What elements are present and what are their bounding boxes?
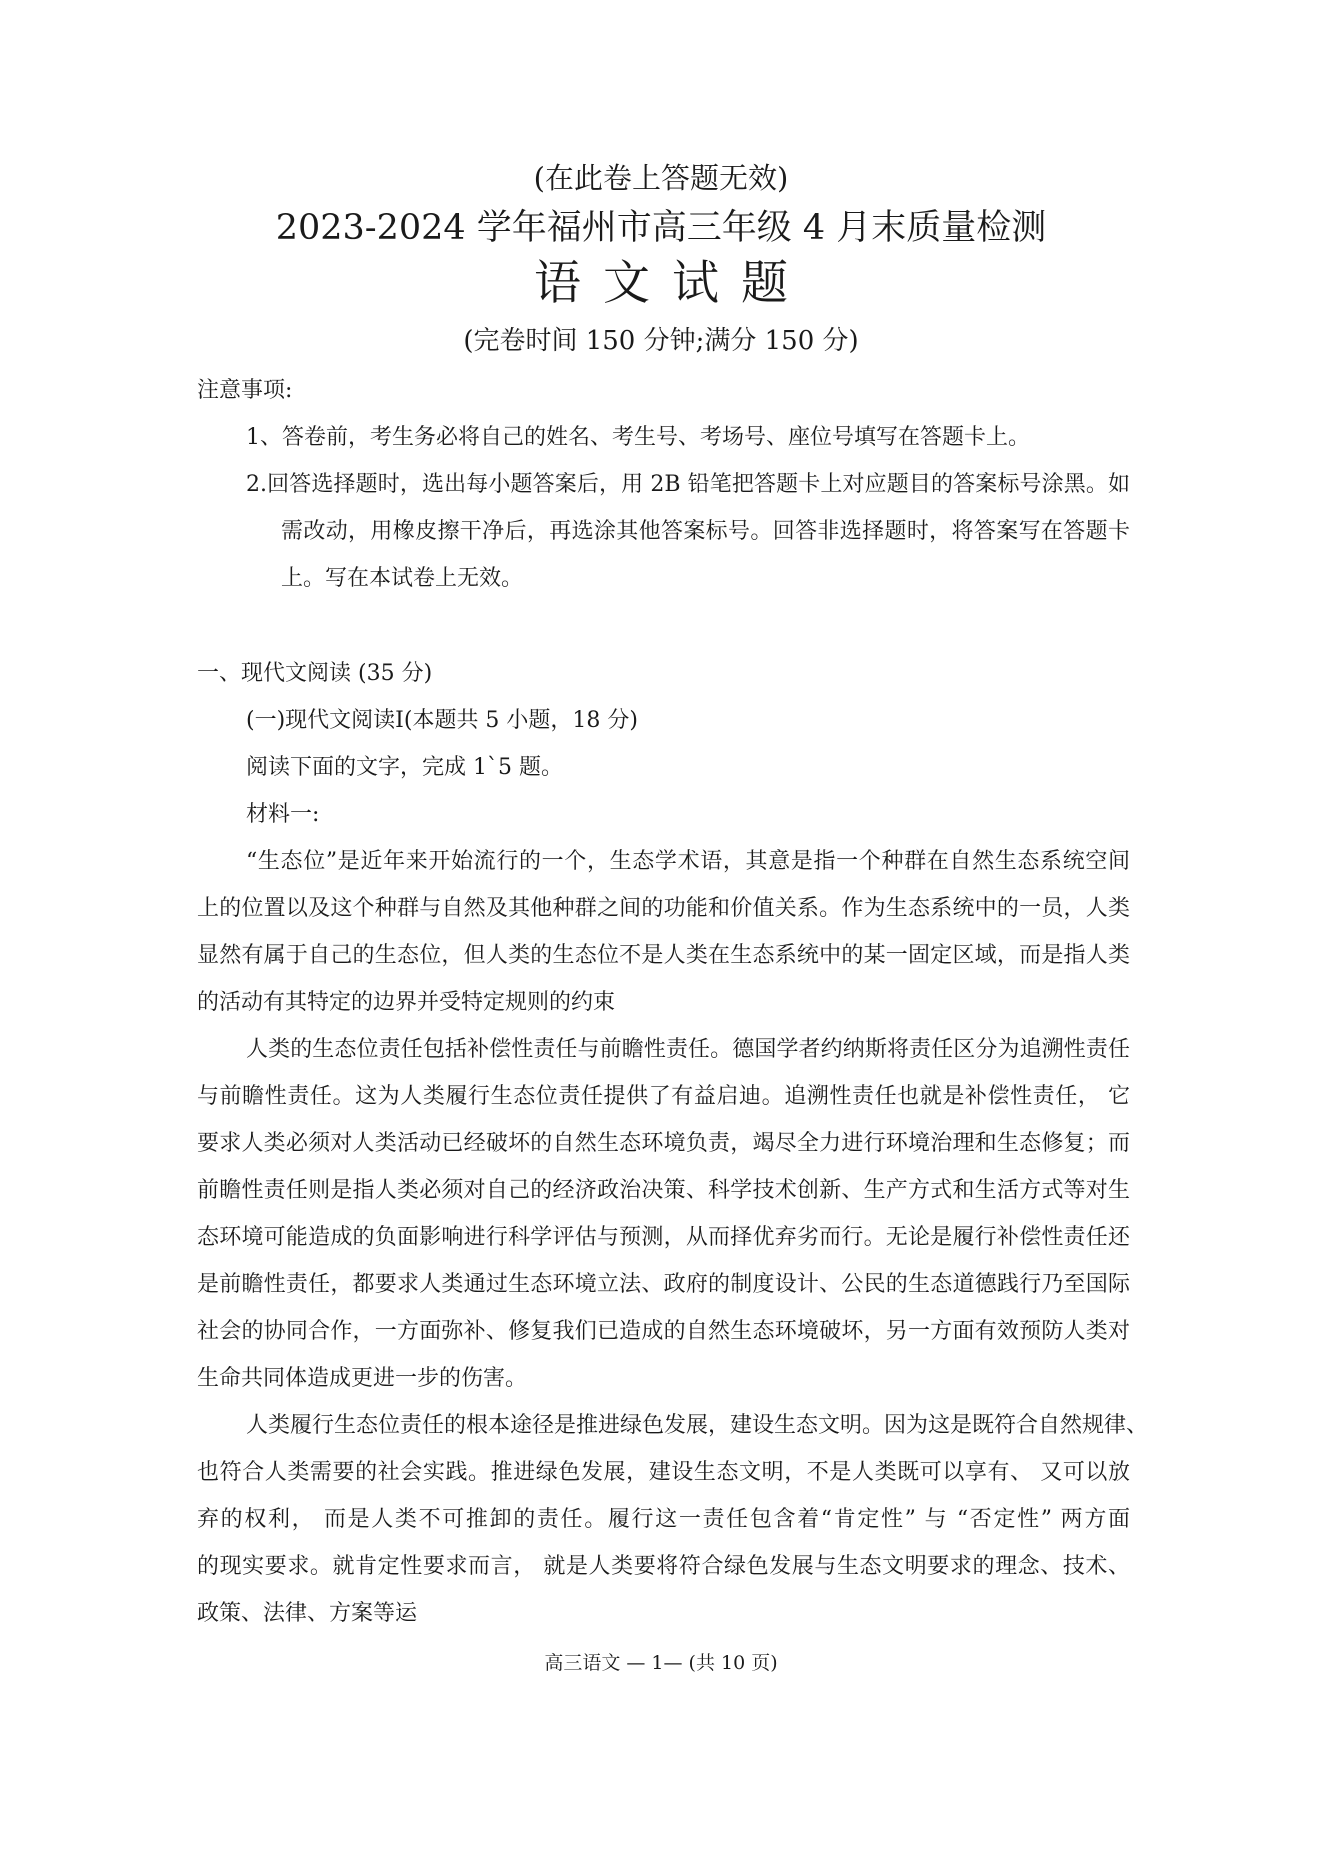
invalid-answer-note: (在此卷上答题无效) (533, 161, 789, 195)
reading-section (197, 650, 1149, 1637)
paragraph-2-line: 社会的协同合作，一方面弥补、修复我们已造成的自然生态环境破坏，另一方面有效预防人类对 (197, 1319, 1130, 1344)
exam-title: 2023-2024 学年福州市高三年级 4 月末质量检测 (275, 208, 1047, 248)
paragraph-1-line: “生态位”是近年来开始流行的一个，生态学术语，其意是指一个种群在自然生态系统空间 (246, 849, 1130, 874)
subject-title: 语文试题 (534, 256, 810, 311)
paragraph-2-line: 生命共同体造成更进一步的伤害。 (197, 1366, 528, 1391)
material-label: 材料一: (246, 802, 320, 827)
paragraph-2-line: 是前瞻性责任，都要求人类通过生态环境立法、政府的制度设计、公民的生态道德践行乃至国际 (197, 1272, 1130, 1297)
paragraph-1-line: 上的位置以及这个种群与自然及其他种群之间的功能和价值关系。作为生态系统中的一员，人类 (197, 896, 1130, 921)
notice-heading: 注意事项: (197, 378, 293, 403)
reading-instruction: 阅读下面的文字，完成 1`5 题。 (246, 755, 563, 780)
paragraph-3-line: 弃的权利， 而是人类不可推卸的责任。履行这一责任包含着“肯定性” 与 “否定性” 两方面 (197, 1507, 1130, 1532)
paragraph-1-line: 的活动有其特定的边界并受特定规则的约束 (197, 990, 616, 1015)
paragraph-2-line: 人类的生态位责任包括补偿性责任与前瞻性责任。德国学者约纳斯将责任区分为追溯性责任 (246, 1037, 1130, 1062)
sub-section-heading: (一)现代文阅读Ⅰ(本题共 5 小题，18 分) (246, 708, 638, 733)
paragraph-2-line: 态环境可能造成的负面影响进行科学评估与预测，从而择优弃劣而行。无论是履行补偿性责任还 (197, 1225, 1130, 1250)
paragraph-3-line: 也符合人类需要的社会实践。推进绿色发展，建设生态文明，不是人类既可以享有、 又可以放 (197, 1460, 1130, 1485)
paragraph-3-line: 政策、法律、方案等运 (197, 1601, 418, 1626)
time-info: (完卷时间 150 分钟;满分 150 分) (463, 326, 859, 356)
notice-item-2-line-2: 需改动，用橡皮擦干净后，再选涂其他答案标号。回答非选择题时，将答案写在答题卡 (281, 519, 1130, 544)
page-footer: 高三语文 — 1— (共 10 页) (544, 1652, 778, 1674)
paragraph-2-line: 前瞻性责任则是指人类必须对自己的经济政治决策、科学技术创新、生产方式和生活方式等对生 (197, 1178, 1130, 1203)
section-heading: 一、现代文阅读 (35 分) (197, 661, 433, 686)
paragraph-3-line: 人类履行生态位责任的根本途径是推进绿色发展，建设生态文明。因为这是既符合自然规律、 (246, 1413, 1149, 1438)
notice-section (197, 367, 1130, 602)
paragraph-3-line: 的现实要求。就肯定性要求而言， 就是人类要将符合绿色发展与生态文明要求的理念、技术、 (197, 1554, 1130, 1579)
notice-item-2-line-1: 2.回答选择题时，选出每小题答案后，用 2B 铅笔把答题卡上对应题目的答案标号涂黑。如 (246, 472, 1130, 497)
paragraph-2-line: 与前瞻性责任。这为人类履行生态位责任提供了有益启迪。追溯性责任也就是补偿性责任， 它 (197, 1084, 1130, 1109)
paragraph-2-line: 要求人类必须对人类活动已经破坏的自然生态环境负责，竭尽全力进行环境治理和生态修复；而 (197, 1131, 1130, 1156)
notice-item-1: 1、答卷前，考生务必将自己的姓名、考生号、考场号、座位号填写在答题卡上。 (246, 425, 1030, 450)
paragraph-1-line: 显然有属于自己的生态位，但人类的生态位不是人类在生态系统中的某一固定区域，而是指人类 (197, 943, 1130, 968)
notice-item-2-line-3: 上。写在本试卷上无效。 (281, 566, 524, 591)
